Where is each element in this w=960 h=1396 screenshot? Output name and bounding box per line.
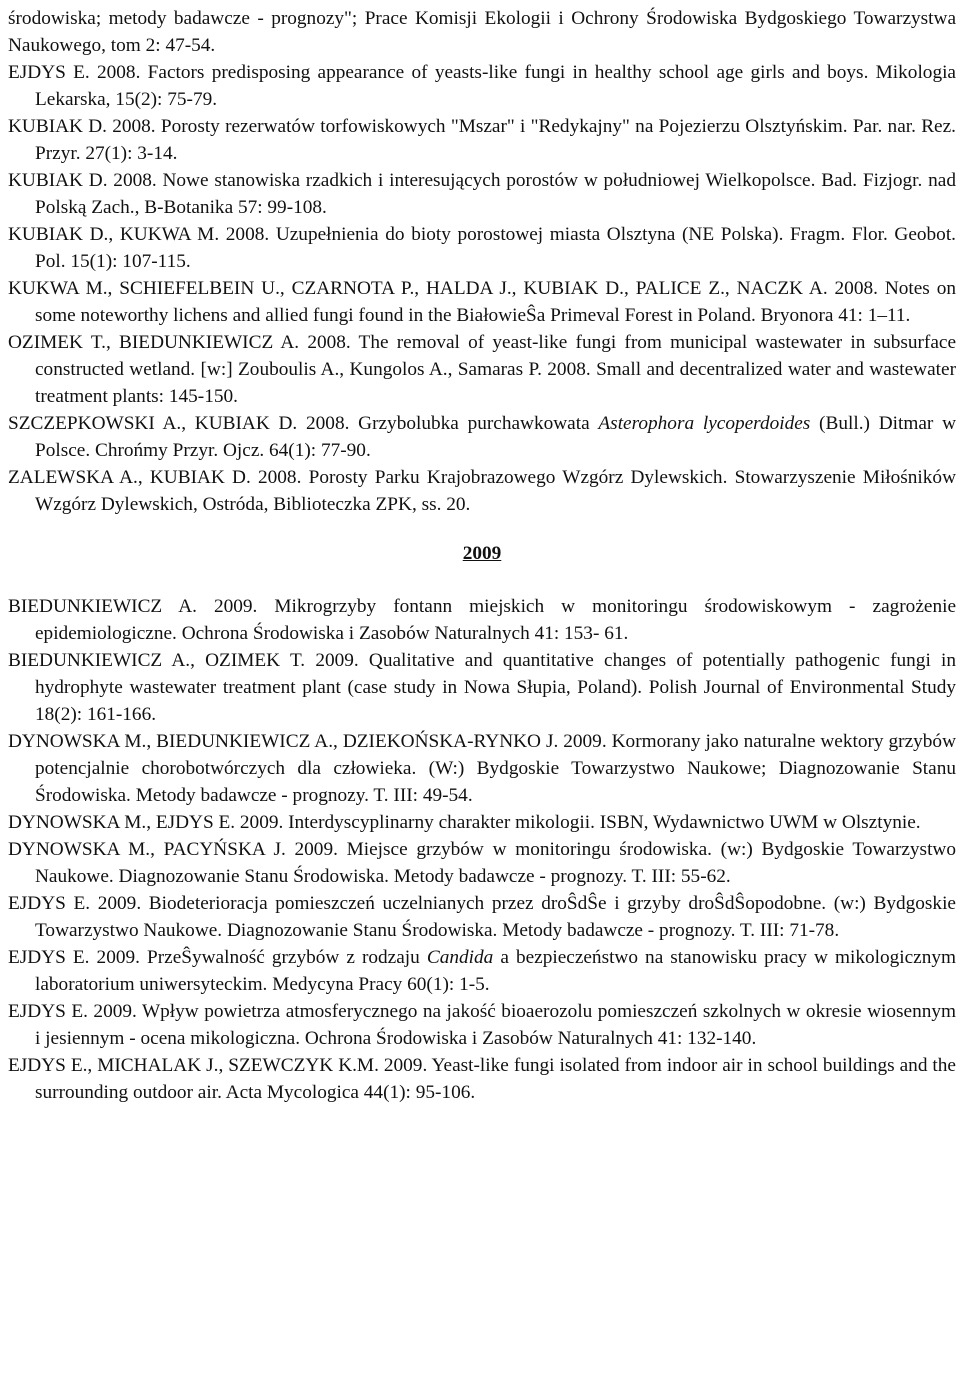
- reference-entry-cont: [8, 5, 956, 59]
- reference-entry-ozimek-2008: [8, 329, 956, 410]
- reference-entry-ejdys-2009c: [8, 998, 956, 1052]
- reference-text: BIEDUNKIEWICZ A., OZIMEK T. 2009. Qualitative and quantitative changes of potentially pathogenic fungi in hydrophyte wastewater treatment plant (case study in Nowa Słupia, Poland). Polish Journal of Environmental Study 18(2): 161-166.: [8, 650, 956, 725]
- reference-entry-kukwa-2008: [8, 275, 956, 329]
- reference-text: OZIMEK T., BIEDUNKIEWICZ A. 2008. The removal of yeast-like fungi from municipal wastewater in subsurface constructed wetland. [w:] Zouboulis A., Kungolos A., Samaras P. 2008. Small and decentralized water and wastewater treatment plants: 145-150.: [8, 332, 956, 407]
- reference-text: DYNOWSKA M., BIEDUNKIEWICZ A., DZIEKOŃSKA-RYNKO J. 2009. Kormorany jako naturalne wektory grzybów potencjalnie chorobotwórczych dla człowieka. (W:) Bydgoskie Towarzystwo Naukowe; Diagnozowanie Stanu Środowiska. Metody badawcze - prognozy. T. III: 49-54.: [8, 731, 956, 806]
- italic-taxon-name: Asterophora lycoperdoides: [598, 413, 811, 434]
- reference-entry-ejdys-2009a: [8, 890, 956, 944]
- reference-text: EJDYS E. 2009. Biodeterioracja pomieszczeń uczelnianych przez droŜdŜe i grzyby droŜdŜopodobne. (w:) Bydgoskie Towarzystwo Naukowe. Diagnozowanie Stanu Środowiska. Metody badawcze - prognozy. T. III: 71-78.: [8, 893, 956, 941]
- reference-entry-bied-2009a: [8, 593, 956, 647]
- reference-entry-dynowska-ejdys-2009: [8, 809, 956, 836]
- reference-entry-kubiak-2008b: [8, 167, 956, 221]
- references-2008: [8, 5, 956, 518]
- reference-text: KUKWA M., SCHIEFELBEIN U., CZARNOTA P., HALDA J., KUBIAK D., PALICE Z., NACZK A. 2008. Notes on some noteworthy lichens and allied fungi found in the BiałowieŜa Primeval Forest in Poland. Bryonora 41: 1–11.: [8, 278, 956, 326]
- reference-entry-dynowska-2009a: [8, 728, 956, 809]
- reference-text: KUBIAK D., KUKWA M. 2008. Uzupełnienia do bioty porostowej miasta Olsztyna (NE Polska). Fragm. Flor. Geobot. Pol. 15(1): 107-115.: [8, 224, 956, 272]
- reference-text: EJDYS E., MICHALAK J., SZEWCZYK K.M. 2009. Yeast-like fungi isolated from indoor air in school buildings and the surrounding outdoor air. Acta Mycologica 44(1): 95-106.: [8, 1055, 956, 1103]
- reference-entry-kubiak-kukwa-2008: [8, 221, 956, 275]
- reference-text: KUBIAK D. 2008. Porosty rezerwatów torfowiskowych "Mszar" i "Redykajny" na Pojezierzu Olsztyńskim. Par. nar. Rez. Przyr. 27(1): 3-14.: [8, 116, 956, 164]
- reference-entry-bied-ozimek-2009: [8, 647, 956, 728]
- reference-text: SZCZEPKOWSKI A., KUBIAK D. 2008. Grzybolubka purchawkowata: [8, 413, 599, 434]
- year-heading-2009: 2009: [462, 543, 502, 564]
- reference-text: ZALEWSKA A., KUBIAK D. 2008. Porosty Parku Krajobrazowego Wzgórz Dylewskich. Stowarzyszenie Miłośników Wzgórz Dylewskich, Ostróda, Biblioteczka ZPK, ss. 20.: [8, 467, 956, 515]
- reference-entry-zalewska-2008: [8, 464, 956, 518]
- reference-text: KUBIAK D. 2008. Nowe stanowiska rzadkich i interesujących porostów w południowej Wielkopolsce. Bad. Fizjogr. nad Polską Zach., B-Botanika 57: 99-108.: [8, 170, 956, 218]
- reference-text: środowiska; metody badawcze - prognozy"; Prace Komisji Ekologii i Ochrony Środowiska Bydgoskiego Towarzystwa Naukowego, tom 2: 47-54.: [8, 8, 956, 56]
- reference-text: BIEDUNKIEWICZ A. 2009. Mikrogrzyby fontann miejskich w monitoringu środowiskowym - zagrożenie epidemiologiczne. Ochrona Środowiska i Zasobów Naturalnych 41: 153- 61.: [8, 596, 956, 644]
- reference-text: a bezpieczeństwo na stanowisku pracy w mikologicznym laboratorium uniwersyteckim. Medycyna Pracy 60(1): 1-5.: [35, 947, 956, 995]
- reference-text: DYNOWSKA M., EJDYS E. 2009. Interdyscyplinarny charakter mikologii. ISBN, Wydawnictwo UWM w Olsztynie.: [8, 812, 921, 833]
- reference-entry-ejdys-2008: [8, 59, 956, 113]
- reference-text: DYNOWSKA M., PACYŃSKA J. 2009. Miejsce grzybów w monitoringu środowiska. (w:) Bydgoskie Towarzystwo Naukowe. Diagnozowanie Stanu Środowiska. Metody badawcze - prognozy. T. III: 55-62.: [8, 839, 956, 887]
- reference-entry-ejdys-2009b: [8, 944, 956, 998]
- reference-text: EJDYS E. 2009. PrzeŜywalność grzybów z rodzaju: [8, 947, 427, 968]
- reference-text: EJDYS E. 2008. Factors predisposing appearance of yeasts-like fungi in healthy school age girls and boys. Mikologia Lekarska, 15(2): 75-79.: [8, 62, 956, 110]
- reference-entry-szczepkowski-2008: [8, 410, 956, 464]
- reference-entry-ejdys-michalak-2009: [8, 1052, 956, 1106]
- references-2009: [8, 593, 956, 1106]
- italic-taxon-name: Candida: [426, 947, 494, 968]
- reference-text: (Bull.) Ditmar w Polsce. Chrońmy Przyr. Ojcz. 64(1): 77-90.: [35, 413, 956, 461]
- reference-entry-dynowska-pacynska-2009: [8, 836, 956, 890]
- reference-entry-kubiak-2008a: [8, 113, 956, 167]
- document-page: [8, 5, 956, 1106]
- reference-text: EJDYS E. 2009. Wpływ powietrza atmosferycznego na jakość bioaerozolu pomieszczeń szkolnych w okresie wiosennym i jesiennym - ocena mikologiczna. Ochrona Środowiska i Zasobów Naturalnych 41: 132-140.: [8, 1001, 956, 1049]
